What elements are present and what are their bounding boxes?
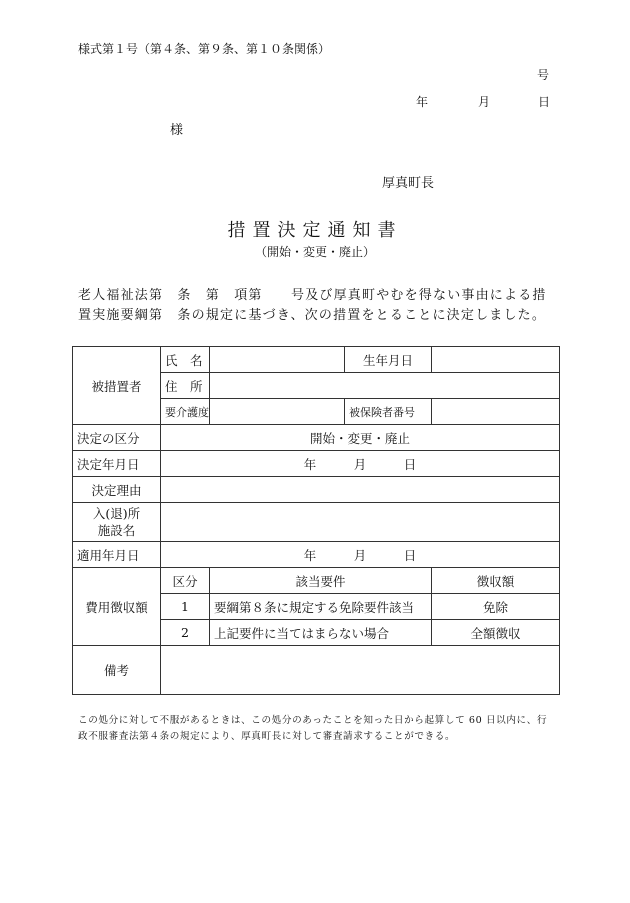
remarks-label: 備考 <box>73 646 161 695</box>
cost-row-1-requirement: 要綱第８条に規定する免除要件該当 <box>210 594 432 620</box>
cost-row-2-requirement: 上記要件に当てはまらない場合 <box>210 620 432 646</box>
cost-label: 費用徴収額 <box>73 568 161 646</box>
care-level-label: 要介護度 <box>161 399 210 425</box>
date-year-label: 年 <box>416 95 429 109</box>
facility-field[interactable] <box>161 503 560 542</box>
document-title: 措置決定通知書 <box>227 220 403 241</box>
cost-row-1-amount: 免除 <box>432 594 560 620</box>
decision-date-value: 年 月 日 <box>161 451 560 477</box>
subject-label: 被措置者 <box>73 347 161 425</box>
remarks-field[interactable] <box>161 646 560 695</box>
date-day-label: 日 <box>538 95 551 109</box>
apply-date-label: 適用年月日 <box>73 542 161 568</box>
name-field[interactable] <box>210 347 345 373</box>
cost-row-1-number: 1 <box>161 594 210 620</box>
decision-type-value: 開始・変更・廃止 <box>161 425 560 451</box>
address-field[interactable] <box>210 373 560 399</box>
document-subtitle: （開始・変更・廃止） <box>254 245 375 259</box>
decision-table <box>72 346 560 695</box>
intro-paragraph: 老人福祉法第 条 第 項第 号及び厚真町やむを得ない事由による措置実施要綱第 条の規定に基づき、次の措置をとることに決定しました。 <box>78 288 547 323</box>
appeal-notice: この処分に対して不服があるときは、この処分のあったことを知った日から起算して 60 日以内に、行政不服審査法第４条の規定により、厚真町長に対して審査請求することができる。 <box>78 715 548 742</box>
facility-label-line1: 入(退)所 <box>92 506 141 521</box>
addressee-suffix: 様 <box>170 123 184 138</box>
insured-number-label: 被保険者番号 <box>345 399 432 425</box>
document-number-label: 号 <box>537 68 550 82</box>
care-level-field[interactable] <box>210 399 345 425</box>
decision-date-label: 決定年月日 <box>73 451 161 477</box>
decision-type-label: 決定の区分 <box>73 425 161 451</box>
birth-date-label: 生年月日 <box>345 347 432 373</box>
cost-row-2-number: 2 <box>161 620 210 646</box>
cost-requirement-header: 該当要件 <box>210 568 432 594</box>
name-label: 氏 名 <box>161 347 210 373</box>
reason-label: 決定理由 <box>73 477 161 503</box>
issuer-name: 厚真町長 <box>382 176 435 191</box>
form-number: 様式第１号（第４条、第９条、第１０条関係） <box>78 42 331 56</box>
cost-row-2-amount: 全額徴収 <box>432 620 560 646</box>
cost-amount-header: 徴収額 <box>432 568 560 594</box>
reason-field[interactable] <box>161 477 560 503</box>
birth-date-field[interactable] <box>432 347 560 373</box>
facility-label-line2: 施設名 <box>97 523 136 538</box>
apply-date-value: 年 月 日 <box>161 542 560 568</box>
insured-number-field[interactable] <box>432 399 560 425</box>
date-month-label: 月 <box>478 95 491 109</box>
cost-category-header: 区分 <box>161 568 210 594</box>
address-label: 住 所 <box>161 373 210 399</box>
facility-label <box>73 503 161 542</box>
